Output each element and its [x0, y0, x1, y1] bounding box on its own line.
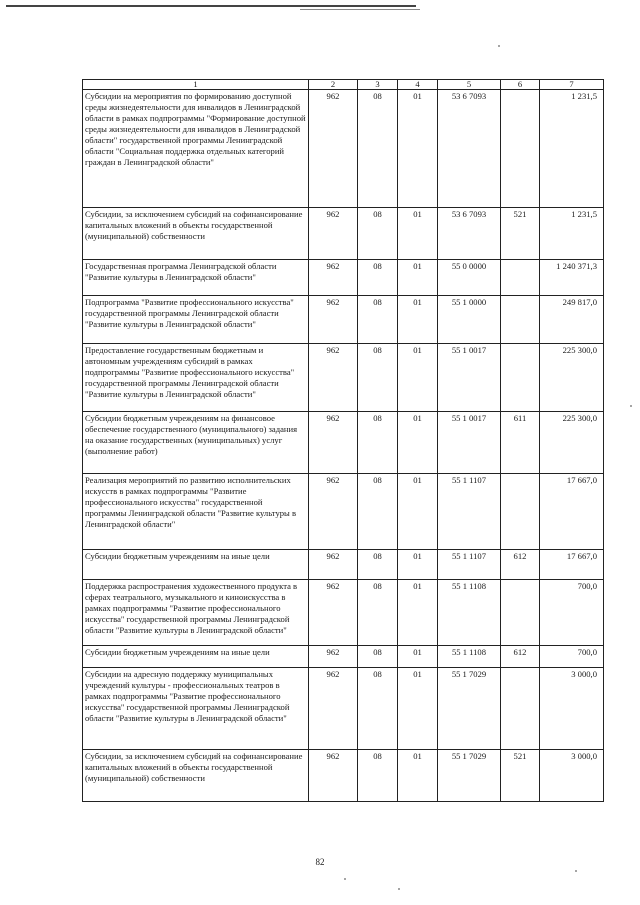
row-code-cell: 612 — [501, 646, 540, 668]
row-code-cell: 225 300,0 — [540, 412, 604, 474]
row-name-cell: Субсидии на адресную поддержку муниципальных учреждений культуры - профессиональных театров в рамках подпрограммы "Развитие профессионального искусства" государственной программы Ленинградской области "Развитие культуры в Ленинградской области" — [83, 668, 309, 750]
row-code-cell: 01 — [398, 474, 438, 550]
row-code-cell: 3 000,0 — [540, 668, 604, 750]
row-code-cell: 55 1 1107 — [438, 474, 501, 550]
row-code-cell: 01 — [398, 90, 438, 208]
row-name-cell: Подпрограмма "Развитие профессионального искусства" государственной программы Ленинградской области "Развитие культуры в Ленинградской области" — [83, 296, 309, 344]
row-code-cell: 55 1 0000 — [438, 296, 501, 344]
row-code-cell: 55 1 0017 — [438, 344, 501, 412]
row-name-cell: Субсидии бюджетным учреждениям на иные цели — [83, 646, 309, 668]
row-code-cell: 962 — [309, 550, 358, 580]
row-code-cell: 08 — [358, 90, 398, 208]
row-code-cell: 1 240 371,3 — [540, 260, 604, 296]
row-code-cell — [501, 344, 540, 412]
row-code-cell — [501, 260, 540, 296]
table-row — [83, 296, 604, 344]
header-cell: 2 — [309, 80, 358, 90]
row-code-cell: 01 — [398, 646, 438, 668]
row-name-cell: Государственная программа Ленинградской области "Развитие культуры в Ленинградской области" — [83, 260, 309, 296]
row-name-cell: Субсидии, за исключением субсидий на софинансирование капитальных вложений в объекты государственной (муниципальной) собственности — [83, 750, 309, 802]
row-code-cell: 08 — [358, 668, 398, 750]
row-code-cell: 962 — [309, 750, 358, 802]
scan-speck — [344, 878, 346, 880]
row-code-cell — [501, 474, 540, 550]
row-code-cell: 08 — [358, 412, 398, 474]
header-cell: 1 — [83, 80, 309, 90]
scan-speck — [498, 45, 500, 47]
table-row — [83, 580, 604, 646]
table-header-row — [83, 80, 604, 90]
row-code-cell: 01 — [398, 412, 438, 474]
row-code-cell: 08 — [358, 750, 398, 802]
header-cell: 5 — [438, 80, 501, 90]
table-row — [83, 550, 604, 580]
row-name-cell: Реализация мероприятий по развитию исполнительских искусств в рамках подпрограммы "Развитие профессионального искусства" государственной программы Ленинградской области "Развитие культуры в Ленинградской области" — [83, 474, 309, 550]
row-code-cell: 08 — [358, 208, 398, 260]
table-row — [83, 344, 604, 412]
table-row — [83, 646, 604, 668]
row-code-cell: 55 0 0000 — [438, 260, 501, 296]
table-row — [83, 750, 604, 802]
row-code-cell: 55 1 1107 — [438, 550, 501, 580]
row-code-cell: 01 — [398, 296, 438, 344]
page-number: 82 — [315, 857, 325, 867]
row-code-cell: 01 — [398, 344, 438, 412]
row-code-cell: 962 — [309, 580, 358, 646]
row-code-cell: 53 6 7093 — [438, 208, 501, 260]
row-code-cell — [501, 580, 540, 646]
row-code-cell: 521 — [501, 208, 540, 260]
row-code-cell: 962 — [309, 296, 358, 344]
row-code-cell: 08 — [358, 260, 398, 296]
row-name-cell: Субсидии на мероприятия по формированию доступной среды жизнедеятельности для инвалидов в Ленинградской области в рамках подпрограммы "Формирование доступной среды жизнедеятельности для инвалидов в Ленинградской области" государственной программы Ленинградской области "Социальная поддержка отдельных категорий граждан в Ленинградской области" — [83, 90, 309, 208]
row-code-cell: 249 817,0 — [540, 296, 604, 344]
row-code-cell: 01 — [398, 750, 438, 802]
scan-speck — [575, 870, 577, 872]
row-code-cell: 55 1 7029 — [438, 668, 501, 750]
row-name-cell: Поддержка распространения художественного продукта в сферах театрального, музыкального и киноискусства в рамках подпрограммы "Развитие профессионального искусства" государственной программы Ленинградской области "Развитие культуры в Ленинградской области" — [83, 580, 309, 646]
row-code-cell: 01 — [398, 668, 438, 750]
scan-speck — [630, 405, 632, 407]
row-code-cell: 962 — [309, 646, 358, 668]
row-code-cell: 17 667,0 — [540, 550, 604, 580]
row-code-cell: 08 — [358, 474, 398, 550]
row-code-cell: 55 1 0017 — [438, 412, 501, 474]
row-code-cell: 17 667,0 — [540, 474, 604, 550]
row-code-cell: 962 — [309, 668, 358, 750]
table-row — [83, 208, 604, 260]
row-name-cell: Субсидии, за исключением субсидий на софинансирование капитальных вложений в объекты государственной (муниципальной) собственности — [83, 208, 309, 260]
row-code-cell — [501, 296, 540, 344]
table-row — [83, 474, 604, 550]
table-row — [83, 260, 604, 296]
row-name-cell: Субсидии бюджетным учреждениям на финансовое обеспечение государственного (муниципального) задания на оказание государственных (муниципальных) услуг (выполнение работ) — [83, 412, 309, 474]
table-row — [83, 90, 604, 208]
row-code-cell: 3 000,0 — [540, 750, 604, 802]
row-code-cell: 521 — [501, 750, 540, 802]
row-name-cell: Предоставление государственным бюджетным и автономным учреждениям субсидий в рамках подпрограммы "Развитие профессионального искусства" государственной программы Ленинградской области "Развитие культуры в Ленинградской области" — [83, 344, 309, 412]
row-code-cell: 962 — [309, 344, 358, 412]
row-code-cell: 962 — [309, 208, 358, 260]
row-code-cell: 962 — [309, 412, 358, 474]
row-code-cell — [501, 90, 540, 208]
row-code-cell: 612 — [501, 550, 540, 580]
scan-top-rule-short — [300, 9, 420, 10]
table-row — [83, 668, 604, 750]
row-code-cell: 01 — [398, 208, 438, 260]
scan-top-rule — [6, 5, 416, 7]
budget-table — [82, 79, 604, 802]
header-cell: 7 — [540, 80, 604, 90]
row-code-cell: 55 1 1108 — [438, 646, 501, 668]
row-code-cell: 55 1 7029 — [438, 750, 501, 802]
row-code-cell: 08 — [358, 344, 398, 412]
row-code-cell: 611 — [501, 412, 540, 474]
row-code-cell: 1 231,5 — [540, 90, 604, 208]
header-cell: 3 — [358, 80, 398, 90]
header-cell: 6 — [501, 80, 540, 90]
row-code-cell: 962 — [309, 474, 358, 550]
row-code-cell: 01 — [398, 550, 438, 580]
row-code-cell: 55 1 1108 — [438, 580, 501, 646]
row-code-cell — [501, 668, 540, 750]
row-code-cell: 08 — [358, 646, 398, 668]
row-code-cell: 962 — [309, 90, 358, 208]
row-code-cell: 08 — [358, 550, 398, 580]
scan-speck — [398, 888, 400, 890]
row-code-cell: 225 300,0 — [540, 344, 604, 412]
budget-table-body — [83, 80, 604, 802]
row-code-cell: 08 — [358, 296, 398, 344]
table-row — [83, 412, 604, 474]
row-code-cell: 700,0 — [540, 580, 604, 646]
row-code-cell: 962 — [309, 260, 358, 296]
row-code-cell: 700,0 — [540, 646, 604, 668]
row-code-cell: 08 — [358, 580, 398, 646]
row-name-cell: Субсидии бюджетным учреждениям на иные цели — [83, 550, 309, 580]
row-code-cell: 53 6 7093 — [438, 90, 501, 208]
row-code-cell: 01 — [398, 260, 438, 296]
header-cell: 4 — [398, 80, 438, 90]
row-code-cell: 1 231,5 — [540, 208, 604, 260]
row-code-cell: 01 — [398, 580, 438, 646]
